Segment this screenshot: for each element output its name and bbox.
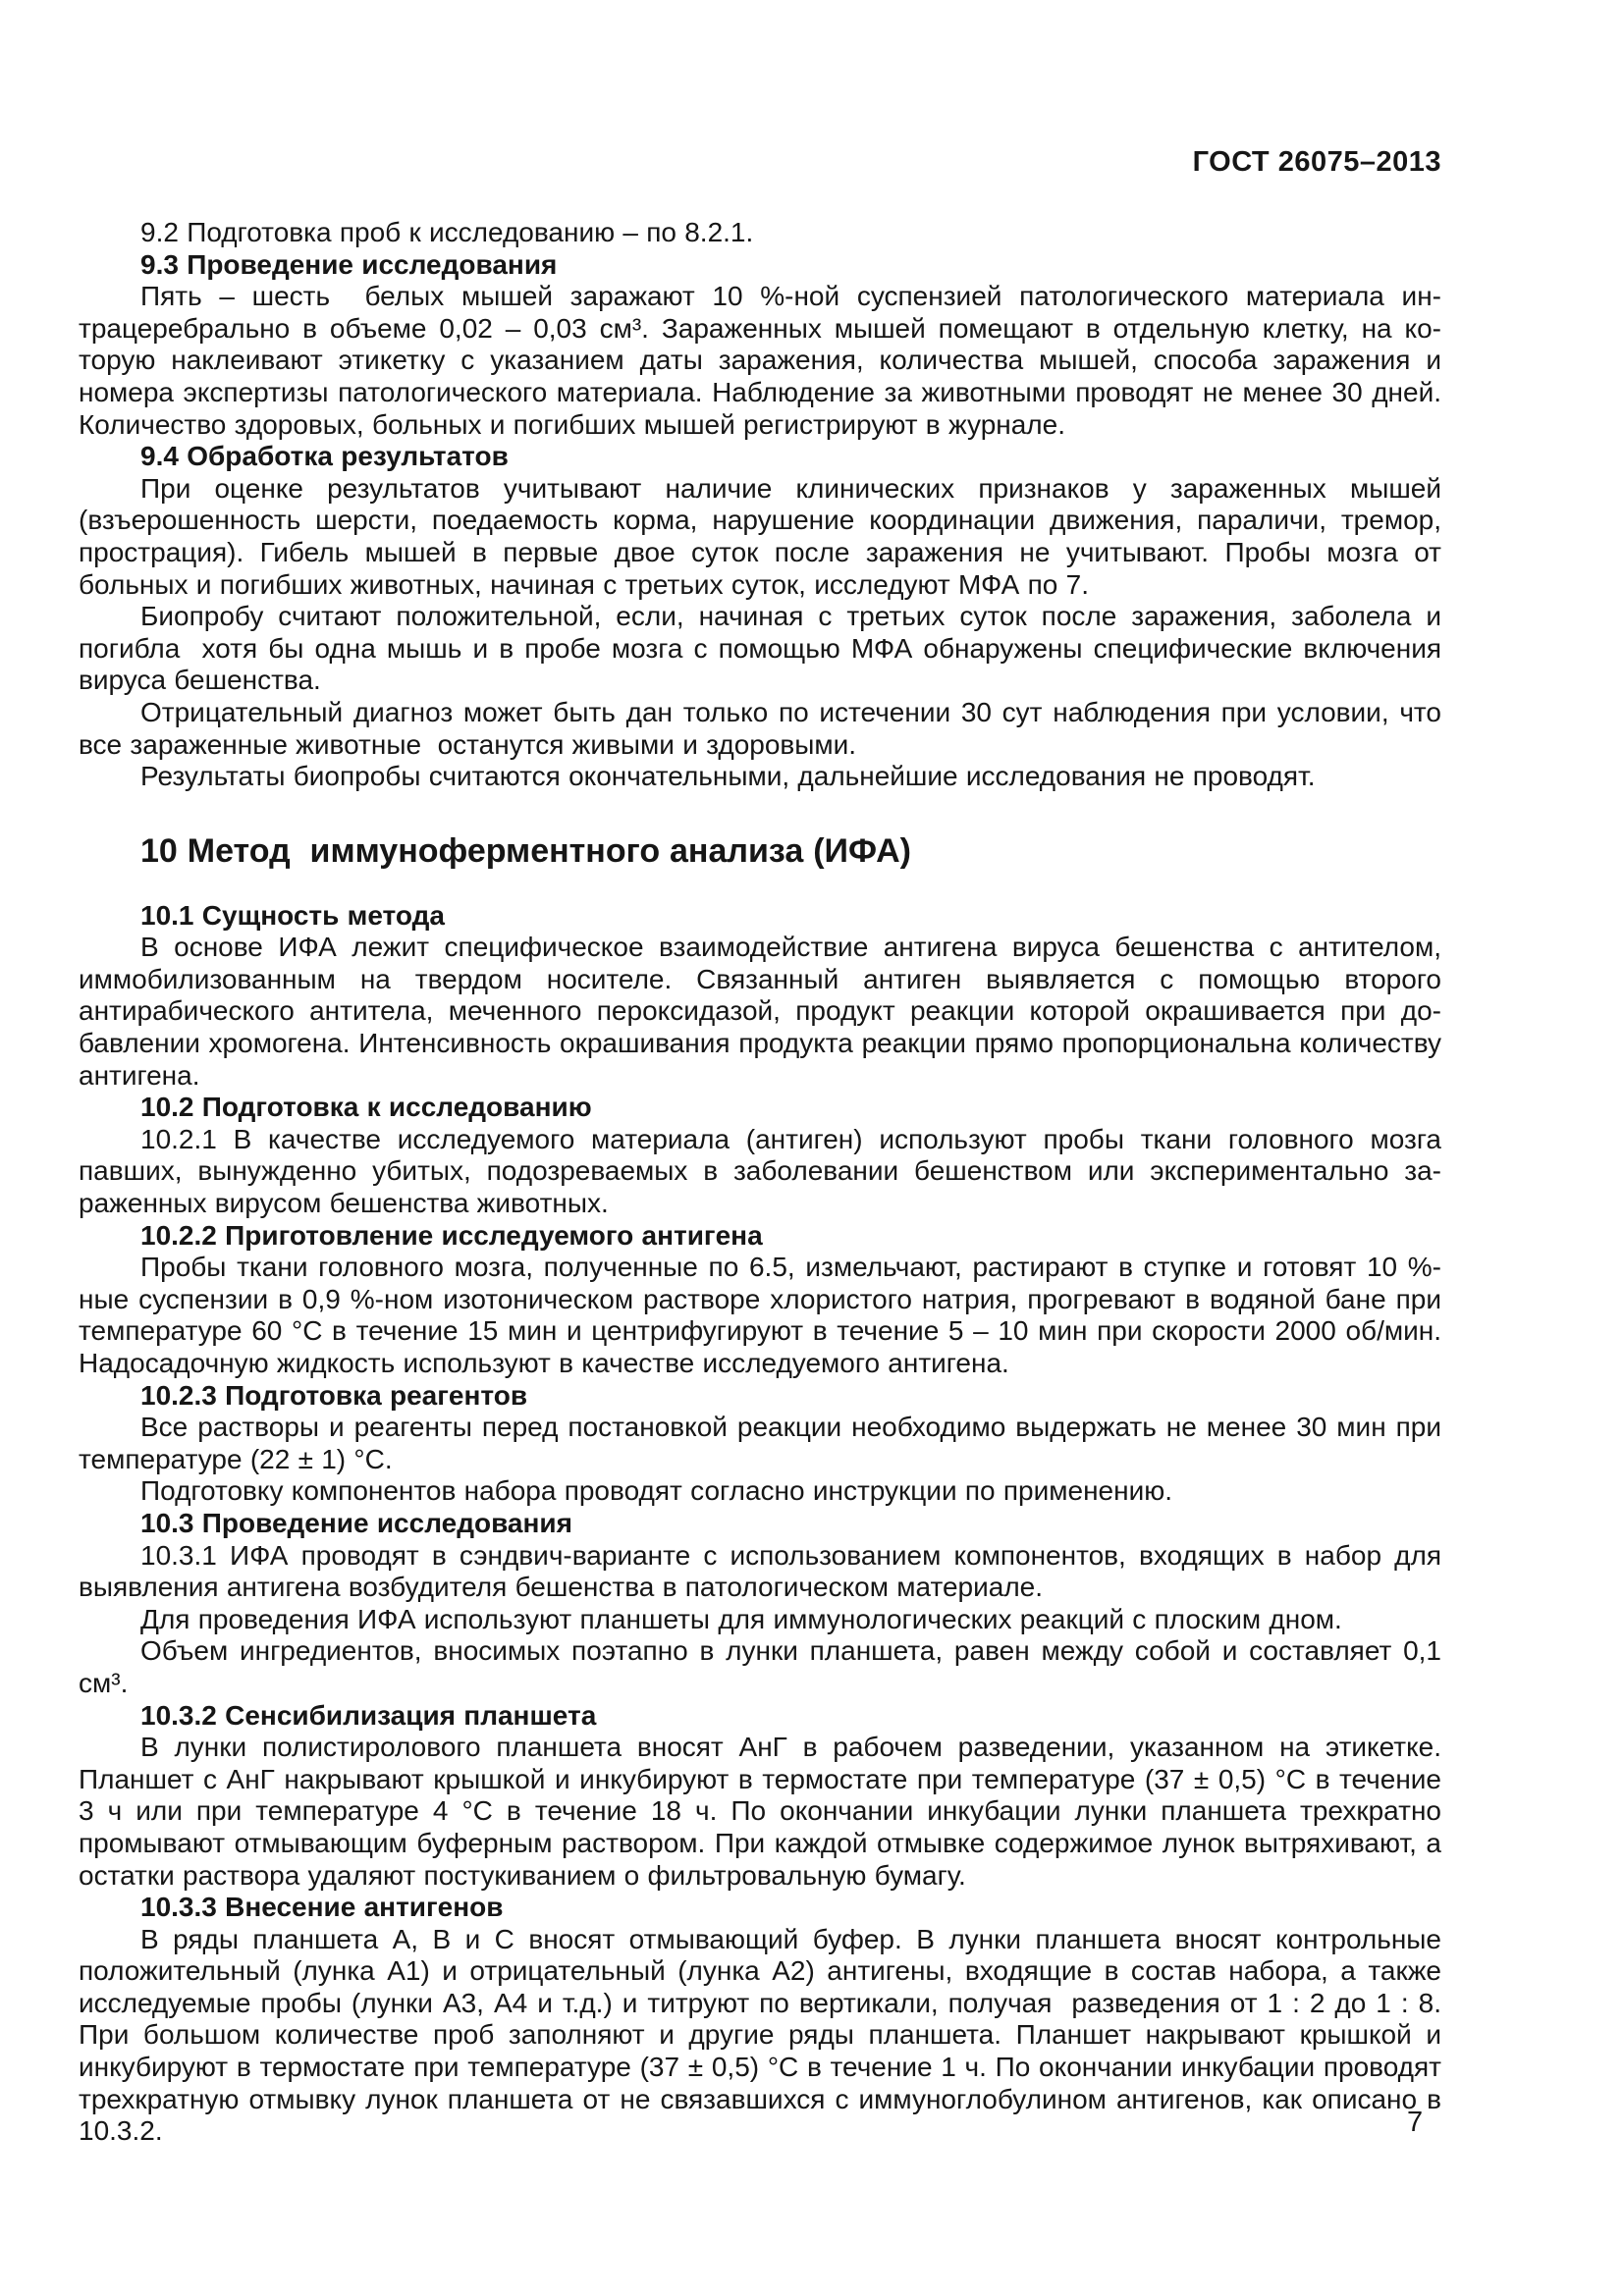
subsection-heading: 10.3.2 Сенсибилизация планшета [140, 1699, 597, 1731]
section-title: 10 Метод иммуноферментного анализа (ИФА) [140, 831, 911, 870]
paragraph: Подготовку компонентов набора проводят согласно инструкции по применению. [140, 1475, 1172, 1507]
document-header: ГОСТ 26075–2013 [1192, 146, 1441, 178]
paragraph: Биопробу считают положительной, если, начиная с третьих суток после заражения, заболела и погибла хотя бы одна мышь и в пробе мозга с помощью МФА обнаружены специфические включения вируса бешенства. [79, 601, 1441, 696]
paragraph: 10.3.1 ИФА проводят в сэндвич-варианте с использованием компонентов, входящих в набор для выявления антигена возбудителя бешенства в патологическом материале. [79, 1539, 1441, 1603]
subsection-heading: 10.1 Сущность метода [140, 899, 445, 931]
paragraph: Отрицательный диагноз может быть дан только по истечении 30 сут наблюдения при условии, что все зараженные животные останутся живыми и здоровыми. [79, 696, 1441, 760]
paragraph: Объем ингредиентов, вносимых поэтапно в лунки планшета, равен между собой и составляет 0,1 см³. [79, 1635, 1441, 1698]
subsection-heading: 10.3.3 Внесение антигенов [140, 1892, 504, 1923]
paragraph: Все растворы и реагенты перед постановкой реакции необходимо выдержать не менее 30 мин при температуре (22 ± 1) °С. [79, 1412, 1441, 1474]
document-body [79, 217, 1441, 2148]
paragraph: Для проведения ИФА используют планшеты для иммунологических реакций с плоским дном. [140, 1603, 1342, 1634]
subsection-heading: 10.2.3 Подготовка реагентов [140, 1379, 528, 1411]
page-number: 7 [1407, 2107, 1424, 2138]
paragraph: В основе ИФА лежит специфическое взаимодействие антигена вируса бешенства с антителом, иммобилизованным на твердом носителе. Связанный антиген выявляется с помощью второго антирабического антитела, меченного пероксидазой, продукт реакции которой окрашивается при добавлении хромогена. Интенсивность окрашивания продукта реакции прямо пропорциональна количеству антигена. [79, 932, 1441, 1091]
subsection-heading: 10.2.2 Приготовление исследуемого антигена [140, 1219, 763, 1251]
paragraph: В лунки полистиролового планшета вносят АнГ в рабочем разведении, указанном на этикетке. Планшет с АнГ накрывают крышкой и инкубируют в термостате при температуре (37 ± 0,5) °С в течение 3 ч или при температуре 4 °С в течение 18 ч. По окончании инкубации лунки планшета трехкратно промывают отмывающим буферным раствором. При каждой отмывке содержимое лунок вытряхивают, а остатки раствора удаляют постукиванием о фильтровальную бумагу. [79, 1732, 1441, 1891]
paragraph: При оценке результатов учитывают наличие клинических признаков у зараженных мышей (взъерошенность шерсти, поедаемость корма, нарушение координации движения, параличи, тремор, прострация). Гибель мышей в первые двое суток после заражения не учитывают. Пробы мозга от больных и погибших животных, начиная с третьих суток, исследуют МФА по 7. [79, 472, 1441, 600]
paragraph: В ряды планшета А, В и С вносят отмывающий буфер. В лунки планшета вносят контрольные положительный (лунка А1) и отрицательный (лунка А2) антигены, входящие в состав набора, а также исследуемые пробы (лунки А3, А4 и т.д.) и титруют по вертикали, получая разведения от 1 : 2 до 1 : 8. При большом количестве проб заполняют и другие ряды планшета. Планшет накрывают крышкой и инкубируют в термостате при температуре (37 ± 0,5) °С в течение 1 ч. По окончании инкубации проводят трехкратную отмывку лунок планшета от не связавшихся с иммуноглобулином антигенов, как описано в 10.3.2. [79, 1923, 1441, 2147]
subsection-heading: 10.3 Проведение исследования [140, 1507, 572, 1538]
paragraph: 10.2.1 В качестве исследуемого материала (антиген) используют пробы ткани головного мозга павших, вынужденно убитых, подозреваемых в заболевании бешенством или экспериментально зараженных вирусом бешенства животных. [79, 1123, 1441, 1219]
subsection-heading: 9.4 Обработка результатов [140, 441, 509, 472]
subsection-heading: 9.3 Проведение исследования [140, 248, 558, 280]
paragraph: Пробы ткани головного мозга, полученные по 6.5, измельчают, растирают в ступке и готовят 10 %-ные суспензии в 0,9 %-ном изотоническом растворе хлористого натрия, прогревают в водяной бане при температуре 60 °С в течение 15 мин и центрифугируют в течение 5 – 10 мин при скорости 2000 об/мин. Надосадочную жидкость используют в качестве исследуемого антигена. [79, 1252, 1441, 1378]
subsection-heading: 10.2 Подготовка к исследованию [140, 1092, 592, 1123]
paragraph: Результаты биопробы считаются окончательными, дальнейшие исследования не проводят. [140, 761, 1316, 792]
paragraph: 9.2 Подготовка проб к исследованию – по 8.2.1. [140, 217, 754, 247]
paragraph: Пять – шесть белых мышей заражают 10 %-ной суспензией патологического материала интрацеребрально в объеме 0,02 – 0,03 см³. Зараженных мышей помещают в отдельную клетку, на которую наклеивают этикетку с указанием даты заражения, количества мышей, способа заражения и номера экспертизы патологического материала. Наблюдение за животными проводят не менее 30 дней. Количество здоровых, больных и погибших мышей регистрируют в журнале. [79, 281, 1441, 440]
